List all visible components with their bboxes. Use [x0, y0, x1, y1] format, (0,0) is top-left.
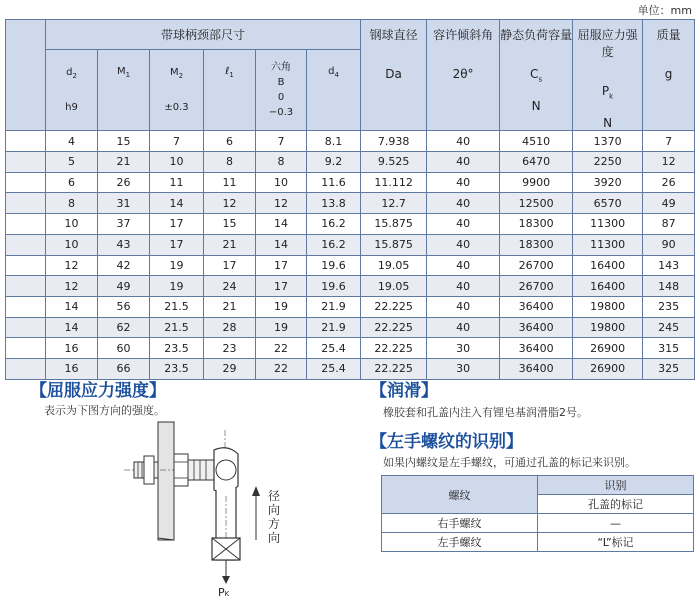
table-cell: 17 [256, 255, 307, 276]
table-row [6, 338, 695, 359]
thread-text: 如果内螺纹是左手螺纹，可通过孔盖的标记来识别。 [383, 456, 636, 469]
nut-right [174, 454, 188, 486]
table-cell: 60 [98, 338, 150, 359]
mounting-plate [158, 422, 174, 540]
table-cell: 49 [643, 193, 695, 214]
table-cell: 8 [204, 152, 256, 173]
table-cell: 5 [46, 152, 98, 173]
table-cell: 6 [204, 131, 256, 152]
table-cell: 26 [98, 172, 150, 193]
thread-col-thread: 螺纹 [382, 476, 538, 514]
header-static-load: 静态负荷容量 $C_s$ N [500, 20, 573, 131]
table-cell: 4 [46, 131, 98, 152]
table-cell: 11 [204, 172, 256, 193]
header-mass: 质量 g [643, 20, 695, 131]
table-cell: 13.8 [307, 193, 361, 214]
table-cell: 17 [256, 276, 307, 297]
table-cell: 22.225 [361, 317, 427, 338]
table-cell: 16 [46, 358, 98, 379]
force-label: PK [218, 586, 230, 599]
thread-row-right-mark: — [538, 514, 694, 533]
row-blank-cell [6, 193, 46, 214]
table-cell: 4510 [500, 131, 573, 152]
table-cell: 16.2 [307, 234, 361, 255]
table-row [6, 234, 695, 255]
table-cell: 66 [98, 358, 150, 379]
table-cell: 28 [204, 317, 256, 338]
header-hex-b: 六角 B 0 −0.3 [256, 49, 307, 131]
table-cell: 24 [204, 276, 256, 297]
row-blank-cell [6, 234, 46, 255]
table-cell: 26700 [500, 255, 573, 276]
table-cell: 56 [98, 296, 150, 317]
table-cell: 36400 [500, 338, 573, 359]
table-cell: 40 [427, 131, 500, 152]
table-cell: 26 [643, 172, 695, 193]
row-blank-cell [6, 255, 46, 276]
table-cell: 19.05 [361, 276, 427, 297]
table-cell: 36400 [500, 358, 573, 379]
table-cell: 9900 [500, 172, 573, 193]
table-row [6, 193, 695, 214]
table-cell: 43 [98, 234, 150, 255]
table-cell: 15 [98, 131, 150, 152]
table-cell: 30 [427, 358, 500, 379]
header-yield: 屈服应力强度 $P_k$ N [573, 20, 643, 131]
table-cell: 7 [150, 131, 204, 152]
table-cell: 19800 [573, 317, 643, 338]
table-cell: 23.5 [150, 338, 204, 359]
header-m2: $M_2$ ±0.3 [150, 49, 204, 131]
table-cell: 19 [256, 296, 307, 317]
table-row [6, 131, 695, 152]
header-m1: $M_1$ [98, 49, 150, 131]
table-cell: 40 [427, 255, 500, 276]
table-cell: 62 [98, 317, 150, 338]
table-cell: 19 [150, 276, 204, 297]
table-cell: 17 [150, 234, 204, 255]
table-cell: 22.225 [361, 296, 427, 317]
table-cell: 87 [643, 214, 695, 235]
thread-col-ident: 识别 [538, 476, 694, 495]
table-cell: 22 [256, 358, 307, 379]
table-cell: 21.9 [307, 296, 361, 317]
table-cell: 19.6 [307, 276, 361, 297]
table-cell: 10 [46, 214, 98, 235]
header-shank-group: 带球柄颈部尺寸 [46, 20, 361, 50]
table-cell: 49 [98, 276, 150, 297]
table-cell: 9.2 [307, 152, 361, 173]
table-cell: 22 [256, 338, 307, 359]
lube-text: 橡胶套和孔盖内注入有锂皂基润滑脂2号。 [383, 406, 588, 419]
table-cell: 14 [46, 296, 98, 317]
table-cell: 29 [204, 358, 256, 379]
table-cell: 26700 [500, 276, 573, 297]
header-d2: $d_2$ h9 [46, 49, 98, 131]
row-blank-cell [6, 317, 46, 338]
header-l1: ℓ$_1$ [204, 49, 256, 131]
row-blank-cell [6, 276, 46, 297]
table-cell: 12 [204, 193, 256, 214]
unit-label: 单位：mm [637, 4, 692, 17]
table-cell: 8 [46, 193, 98, 214]
table-cell: 25.4 [307, 338, 361, 359]
table-cell: 26900 [573, 338, 643, 359]
table-cell: 6570 [573, 193, 643, 214]
table-cell: 40 [427, 214, 500, 235]
table-cell: 1370 [573, 131, 643, 152]
yield-text: 表示为下图方向的强度。 [44, 404, 165, 417]
direction-label: 径向方向 [268, 489, 281, 545]
header-ball-dia: 钢球直径 Da [361, 20, 427, 131]
spec-table-body [6, 131, 695, 379]
header-blank [6, 20, 46, 131]
table-cell: 7 [256, 131, 307, 152]
table-cell: 143 [643, 255, 695, 276]
table-cell: 40 [427, 193, 500, 214]
table-cell: 8 [256, 152, 307, 173]
table-cell: 21 [204, 234, 256, 255]
table-cell: 21 [98, 152, 150, 173]
yield-title: 【屈服应力强度】 [30, 381, 166, 401]
table-cell: 18300 [500, 234, 573, 255]
table-row [6, 255, 695, 276]
table-row [6, 276, 695, 297]
thread-row-right: 右手螺纹 [382, 514, 538, 533]
table-cell: 19.6 [307, 255, 361, 276]
table-row [6, 152, 695, 173]
table-cell: 40 [427, 234, 500, 255]
table-cell: 12.7 [361, 193, 427, 214]
table-cell: 325 [643, 358, 695, 379]
table-cell: 7.938 [361, 131, 427, 152]
lube-title: 【润滑】 [370, 381, 438, 401]
nut-left [144, 456, 154, 484]
header-tilt: 容许倾斜角 2θ° [427, 20, 500, 131]
table-cell: 12 [46, 276, 98, 297]
table-cell: 148 [643, 276, 695, 297]
table-cell: 22.225 [361, 358, 427, 379]
spec-table [5, 19, 695, 380]
table-cell: 14 [256, 234, 307, 255]
table-cell: 19 [256, 317, 307, 338]
table-row [6, 172, 695, 193]
table-cell: 11.6 [307, 172, 361, 193]
table-cell: 12 [46, 255, 98, 276]
table-cell: 21 [204, 296, 256, 317]
table-cell: 37 [98, 214, 150, 235]
table-cell: 11300 [573, 234, 643, 255]
table-cell: 235 [643, 296, 695, 317]
header-d4: $d_4$ [307, 49, 361, 131]
table-cell: 16400 [573, 255, 643, 276]
table-cell: 16.2 [307, 214, 361, 235]
table-cell: 17 [150, 214, 204, 235]
table-cell: 23.5 [150, 358, 204, 379]
table-cell: 12500 [500, 193, 573, 214]
table-cell: 8.1 [307, 131, 361, 152]
table-cell: 22.225 [361, 338, 427, 359]
table-cell: 17 [204, 255, 256, 276]
table-cell: 19800 [573, 296, 643, 317]
table-cell: 36400 [500, 296, 573, 317]
thread-title: 【左手螺纹的识别】 [370, 432, 523, 452]
table-cell: 25.4 [307, 358, 361, 379]
table-cell: 11 [150, 172, 204, 193]
table-cell: 16400 [573, 276, 643, 297]
table-cell: 10 [256, 172, 307, 193]
thread-table [381, 475, 694, 552]
table-cell: 19.05 [361, 255, 427, 276]
table-cell: 26900 [573, 358, 643, 379]
table-cell: 40 [427, 152, 500, 173]
table-cell: 14 [256, 214, 307, 235]
thread-row-left-mark: “L”标记 [538, 533, 694, 552]
table-cell: 2250 [573, 152, 643, 173]
table-cell: 36400 [500, 317, 573, 338]
table-row [6, 317, 695, 338]
table-cell: 9.525 [361, 152, 427, 173]
table-cell: 3920 [573, 172, 643, 193]
table-row [6, 214, 695, 235]
table-cell: 315 [643, 338, 695, 359]
table-cell: 15.875 [361, 234, 427, 255]
table-cell: 15 [204, 214, 256, 235]
table-row [6, 296, 695, 317]
row-blank-cell [6, 172, 46, 193]
table-cell: 6 [46, 172, 98, 193]
table-cell: 30 [427, 338, 500, 359]
table-cell: 40 [427, 172, 500, 193]
row-blank-cell [6, 214, 46, 235]
table-cell: 12 [256, 193, 307, 214]
table-cell: 31 [98, 193, 150, 214]
table-cell: 15.875 [361, 214, 427, 235]
row-blank-cell [6, 338, 46, 359]
rod-end-diagram [120, 420, 290, 600]
table-cell: 12 [643, 152, 695, 173]
thread-row-left: 左手螺纹 [382, 533, 538, 552]
table-cell: 42 [98, 255, 150, 276]
table-cell: 21.9 [307, 317, 361, 338]
row-blank-cell [6, 296, 46, 317]
table-cell: 40 [427, 296, 500, 317]
thread-col-cap: 孔盖的标记 [538, 495, 694, 514]
table-cell: 40 [427, 276, 500, 297]
table-cell: 23 [204, 338, 256, 359]
table-cell: 21.5 [150, 296, 204, 317]
table-cell: 16 [46, 338, 98, 359]
table-cell: 11300 [573, 214, 643, 235]
table-cell: 40 [427, 317, 500, 338]
table-cell: 90 [643, 234, 695, 255]
table-cell: 14 [46, 317, 98, 338]
table-cell: 19 [150, 255, 204, 276]
table-cell: 245 [643, 317, 695, 338]
row-blank-cell [6, 131, 46, 152]
table-cell: 11.112 [361, 172, 427, 193]
table-cell: 10 [46, 234, 98, 255]
table-cell: 10 [150, 152, 204, 173]
table-cell: 21.5 [150, 317, 204, 338]
table-cell: 14 [150, 193, 204, 214]
row-blank-cell [6, 152, 46, 173]
table-cell: 6470 [500, 152, 573, 173]
table-cell: 18300 [500, 214, 573, 235]
table-cell: 7 [643, 131, 695, 152]
